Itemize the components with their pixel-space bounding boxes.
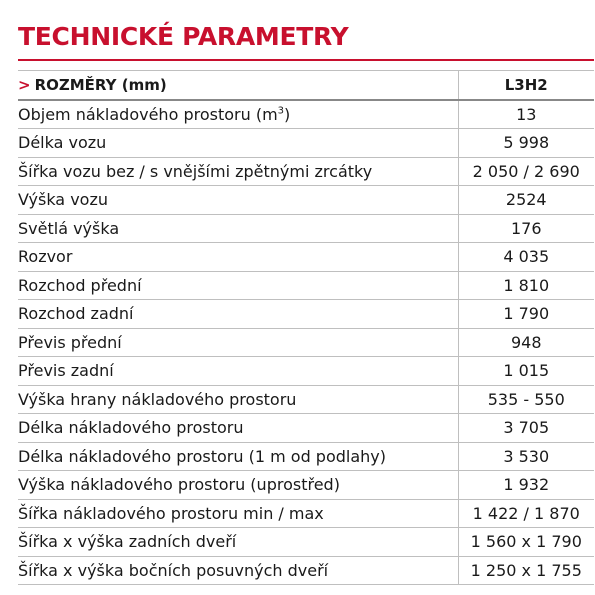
table-row: [18, 243, 594, 272]
row-label: Výška nákladového prostoru (uprostřed): [18, 471, 458, 500]
row-value: 1 422 / 1 870: [458, 499, 594, 528]
row-value: 1 560 x 1 790: [458, 528, 594, 557]
table-row: [18, 442, 594, 471]
row-label: Šířka vozu bez / s vnějšími zpětnými zrcátky: [18, 157, 458, 186]
table-row: [18, 385, 594, 414]
table-row: [18, 271, 594, 300]
row-label: Výška vozu: [18, 186, 458, 215]
row-label: Výška hrany nákladového prostoru: [18, 385, 458, 414]
row-label: Rozchod přední: [18, 271, 458, 300]
table-row: [18, 157, 594, 186]
row-label: Délka nákladového prostoru: [18, 414, 458, 443]
row-value: 5 998: [458, 129, 594, 158]
row-value: 1 790: [458, 300, 594, 329]
row-label: Převis zadní: [18, 357, 458, 386]
row-value: 535 - 550: [458, 385, 594, 414]
row-value: 4 035: [458, 243, 594, 272]
row-value: 13: [458, 100, 594, 129]
row-label: Šířka x výška bočních posuvných dveří: [18, 556, 458, 585]
table-row: [18, 186, 594, 215]
row-value: 948: [458, 328, 594, 357]
page-title: TECHNICKÉ PARAMETRY: [18, 22, 349, 51]
header-variant: L3H2: [458, 71, 594, 100]
row-label: Délka vozu: [18, 129, 458, 158]
table-header-row: [18, 71, 594, 100]
row-label: Světlá výška: [18, 214, 458, 243]
table-row: [18, 100, 594, 129]
row-value: 2 050 / 2 690: [458, 157, 594, 186]
row-label: Rozvor: [18, 243, 458, 272]
chevron-right-icon: >: [18, 75, 31, 94]
dimensions-table: [18, 70, 594, 585]
row-value: 176: [458, 214, 594, 243]
table-row: [18, 328, 594, 357]
row-value: 2524: [458, 186, 594, 215]
table-row: [18, 499, 594, 528]
header-label: ROZMĚRY (mm): [34, 75, 167, 94]
row-value: 1 015: [458, 357, 594, 386]
superscript-exponent: 3: [277, 105, 285, 117]
table-row: [18, 414, 594, 443]
table-row: [18, 528, 594, 557]
row-value: 1 250 x 1 755: [458, 556, 594, 585]
row-value: 3 705: [458, 414, 594, 443]
row-label: Objem nákladového prostoru $(m^3)$: [18, 100, 458, 129]
row-label: Převis přední: [18, 328, 458, 357]
row-value: 3 530: [458, 442, 594, 471]
row-label: Šířka x výška zadních dveří: [18, 528, 458, 557]
table-row: [18, 129, 594, 158]
row-value: 1 810: [458, 271, 594, 300]
row-value: 1 932: [458, 471, 594, 500]
table-row: [18, 300, 594, 329]
table-row: [18, 471, 594, 500]
table-row: [18, 357, 594, 386]
title-divider: [18, 59, 594, 61]
table-row: [18, 556, 594, 585]
row-label: Šířka nákladového prostoru min / max: [18, 499, 458, 528]
row-label: Rozchod zadní: [18, 300, 458, 329]
table-row: [18, 214, 594, 243]
row-label: Délka nákladového prostoru (1 m od podlahy): [18, 442, 458, 471]
header-section-title: [18, 71, 458, 100]
